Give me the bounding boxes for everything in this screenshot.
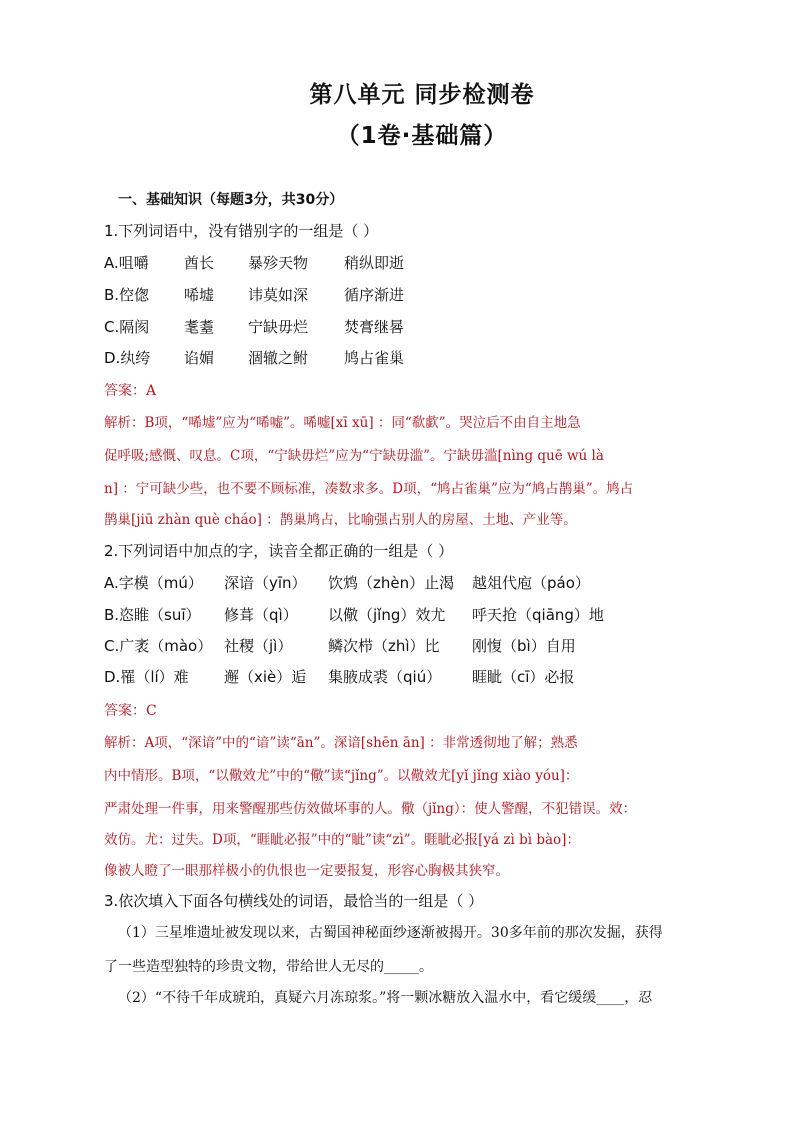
question-1-option-cell: B.倥偬 bbox=[104, 286, 150, 304]
question-2-option-row bbox=[104, 573, 622, 593]
question-1-option-cell: 涸辙之鲋 bbox=[248, 349, 309, 367]
question-1-option-cell: 谄媚 bbox=[184, 349, 215, 367]
question-1-option-cell: A.咀嚼 bbox=[104, 254, 149, 272]
question-2-option-cell: 呼天抢（qiāng）地 bbox=[472, 606, 604, 624]
question-2-option-cell: C.广袤（mào） bbox=[104, 637, 213, 655]
question-2-analysis-line: 解析：A项，“深谙”中的“谙”读“ān”。深谙[shēn ān] ：非常透彻地了解；熟悉 bbox=[104, 735, 578, 751]
question-1-option-cell: 讳莫如深 bbox=[248, 286, 309, 304]
question-2-option-cell: 以儆（jǐng）效尤 bbox=[328, 606, 446, 624]
question-1-option-cell: 宁缺毋烂 bbox=[248, 318, 309, 336]
question-2-option-cell: 集腋成裘（qiú） bbox=[328, 668, 442, 686]
question-1-option-cell: 循序渐进 bbox=[344, 286, 405, 304]
question-1-option-cell: 焚膏继晷 bbox=[344, 318, 405, 336]
question-2-option-cell: 修葺（qì） bbox=[224, 606, 298, 624]
question-2-option-cell: 饮鸩（zhèn）止渴 bbox=[328, 574, 455, 592]
question-3-line: （1）三星堆遗址被发现以来，古蜀国神秘面纱逐渐被揭开。30多年前的那次发掘，获得 bbox=[118, 925, 663, 941]
page-title: 第八单元 同步检测卷 bbox=[309, 82, 535, 108]
question-1-analysis-line: n] ：宁可缺少些，也不要不顾标准，凑数求多。D项，“鸠占雀巢”应为“鸠占鹊巢”。鸠占 bbox=[104, 481, 634, 497]
question-2-option-cell: 深谙（yīn） bbox=[224, 574, 307, 592]
question-3-stem: 3.依次填入下面各句横线处的词语，最恰当的一组是（ ） bbox=[104, 892, 484, 910]
question-2-option-cell: D.罹（lí）难 bbox=[104, 668, 189, 686]
question-2-option-cell: 越俎代庖（páo） bbox=[472, 574, 590, 592]
question-2-option-cell: 社稷（jì） bbox=[224, 637, 293, 655]
question-2-option-cell: 睚眦（cī）必报 bbox=[472, 668, 575, 686]
question-2-option-cell: 邂（xiè）逅 bbox=[224, 668, 307, 686]
question-1-option-row bbox=[104, 317, 454, 337]
question-2-analysis-line: 像被人瞪了一眼那样极小的仇恨也一定要报复，形容心胸极其狭窄。 bbox=[104, 863, 509, 879]
question-3-line: （2）“不待千年成琥珀，真疑六月冻琼浆。”将一颗冰糖放入温水中，看它缓缓____，忍 bbox=[118, 990, 653, 1006]
section-heading: 一、基础知识（每题3分，共30分） bbox=[118, 192, 344, 208]
question-1-option-cell: C.隔阂 bbox=[104, 318, 150, 336]
question-1-option-cell: 暴殄天物 bbox=[248, 254, 309, 272]
question-1-analysis-line: 鹊巢[jiū zhàn què cháo] ：鹊巢鸠占，比喻强占别人的房屋、土地、产业等。 bbox=[104, 512, 577, 528]
question-1-stem: 1.下列词语中，没有错别字的一组是（ ） bbox=[104, 222, 379, 240]
question-2-answer: 答案：C bbox=[104, 703, 157, 719]
question-2-option-row bbox=[104, 605, 622, 625]
question-2-option-cell: 刚愎（bì）自用 bbox=[472, 637, 576, 655]
question-1-option-cell: 鸠占雀巢 bbox=[344, 349, 405, 367]
question-2-analysis-line: 内中情形。B项，“以儆效尤”中的“儆”读“jǐng”。以儆效尤[yǐ jǐng xiào yóu]： bbox=[104, 768, 579, 784]
question-1-answer: 答案：A bbox=[104, 383, 157, 399]
question-1-analysis-line: 解析：B项，“唏墟”应为“唏嘘”。唏嘘[xī xū] ：同“欷歔”。哭泣后不由自主地急 bbox=[104, 415, 581, 431]
question-2-option-row bbox=[104, 667, 622, 687]
question-2-option-row bbox=[104, 636, 622, 656]
question-1-option-cell: 唏墟 bbox=[184, 286, 215, 304]
question-2-stem: 2.下列词语中加点的字，读音全都正确的一组是（ ） bbox=[104, 542, 454, 560]
page-subtitle: （1卷·基础篇） bbox=[336, 123, 508, 149]
question-1-analysis-line: 促呼吸;感慨、叹息。C项，“宁缺毋烂”应为“宁缺毋滥”。宁缺毋滥[nìng quē wú là bbox=[104, 448, 604, 464]
question-2-analysis-line: 严肃处理一件事，用来警醒那些仿效做坏事的人。儆（jǐng）：使人警醒，不犯错误。效： bbox=[104, 801, 637, 817]
question-2-option-cell: 鳞次栉（zhì）比 bbox=[328, 637, 440, 655]
question-2-option-cell: A.字模（mú） bbox=[104, 574, 203, 592]
question-1-option-cell: 稍纵即逝 bbox=[344, 254, 405, 272]
question-1-option-row bbox=[104, 253, 454, 273]
question-3-line: 了一些造型独特的珍贵文物，带给世人无尽的_____。 bbox=[104, 959, 433, 975]
question-2-analysis-line: 效仿。尤：过失。D项，“睚眦必报”中的“眦”读“zì”。睚眦必报[yá zì bì bào]： bbox=[104, 832, 580, 848]
question-1-option-cell: D.纨绔 bbox=[104, 349, 151, 367]
question-2-option-cell: B.恣睢（suī） bbox=[104, 606, 201, 624]
question-1-option-cell: 酋长 bbox=[184, 254, 215, 272]
question-1-option-row bbox=[104, 348, 454, 368]
question-1-option-row bbox=[104, 285, 454, 305]
question-1-option-cell: 耄耋 bbox=[184, 318, 215, 336]
